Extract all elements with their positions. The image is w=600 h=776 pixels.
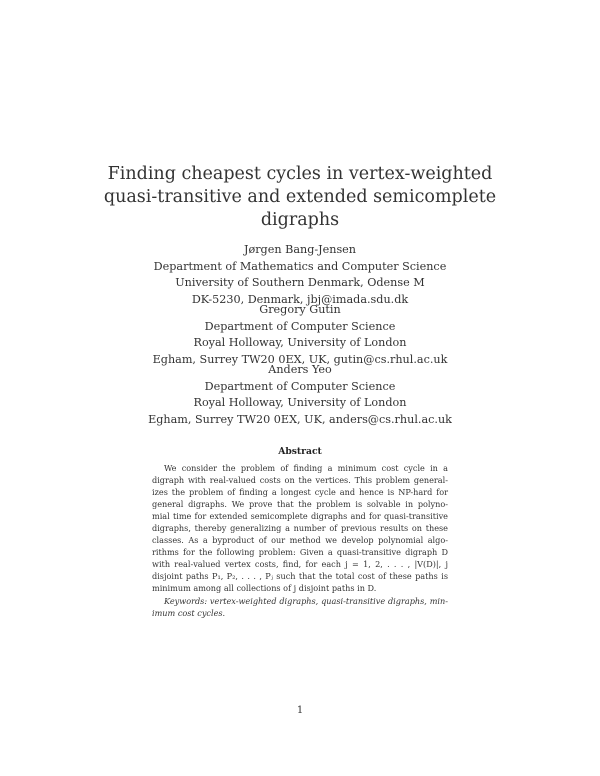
author-block xyxy=(100,242,500,308)
abstract-line: izes the problem of finding a longest cycle and hence is NP-hard for xyxy=(152,487,448,498)
abstract-line: with real-valued vertex costs, find, for each j = 1, 2, . . . , |V(D)|, j xyxy=(152,559,448,570)
author-affiliation-line: DK-5230, Denmark, jbj@imada.sdu.dk xyxy=(191,292,409,306)
author-affiliation-line: University of Southern Denmark, Odense M xyxy=(175,276,425,289)
author-affiliation-line: Department of Computer Science xyxy=(204,319,396,333)
paper-title xyxy=(100,163,500,232)
author-block xyxy=(100,362,500,428)
author-affiliation-line: Egham, Surrey TW20 0EX, UK, gutin@cs.rhul.ac.uk xyxy=(152,352,448,366)
abstract-heading: Abstract xyxy=(278,446,322,457)
abstract-body xyxy=(152,462,448,619)
author-affiliation-line: Department of Computer Science xyxy=(204,379,396,393)
abstract-line: mial time for extended semicomplete digraphs and for quasi-transitive xyxy=(152,511,448,522)
abstract-line: rithms for the following problem: Given a quasi-transitive digraph D xyxy=(152,547,448,558)
author-affiliation-line: Royal Holloway, University of London xyxy=(193,336,407,349)
abstract-line: digraphs, thereby generalizing a number of previous results on these xyxy=(152,523,448,534)
author-affiliation-line: Royal Holloway, University of London xyxy=(193,396,407,409)
abstract-line: digraph with real-valued costs on the vertices. This problem general- xyxy=(152,475,448,486)
abstract-line: general digraphs. We prove that the problem is solvable in polyno- xyxy=(152,499,448,510)
author-name: Anders Yeo xyxy=(268,363,332,376)
abstract-line: We consider the problem of finding a minimum cost cycle in a xyxy=(164,463,448,473)
page-number: 1 xyxy=(296,705,304,716)
abstract-line: disjoint paths P₁, P₂, . . . , Pⱼ such that the total cost of these paths is xyxy=(152,571,448,582)
title-line: Finding cheapest cycles in vertex-weighted xyxy=(107,164,493,184)
author-affiliation-line: Department of Mathematics and Computer Science xyxy=(153,259,447,273)
author-name: Gregory Gutin xyxy=(259,303,341,316)
title-line: digraphs xyxy=(260,210,340,230)
author-name: Jørgen Bang-Jensen xyxy=(243,243,357,256)
keywords-line: Keywords: vertex-weighted digraphs, quasi-transitive digraphs, min- xyxy=(164,595,448,606)
abstract-line: classes. As a byproduct of our method we develop polynomial algo- xyxy=(152,535,448,546)
author-block xyxy=(100,302,500,368)
keywords-line: imum cost cycles. xyxy=(152,607,226,618)
title-line: quasi-transitive and extended semicomplete xyxy=(103,187,497,207)
author-affiliation-line: Egham, Surrey TW20 0EX, UK, anders@cs.rhul.ac.uk xyxy=(148,412,452,426)
abstract-line: minimum among all collections of j disjoint paths in D. xyxy=(152,583,377,594)
